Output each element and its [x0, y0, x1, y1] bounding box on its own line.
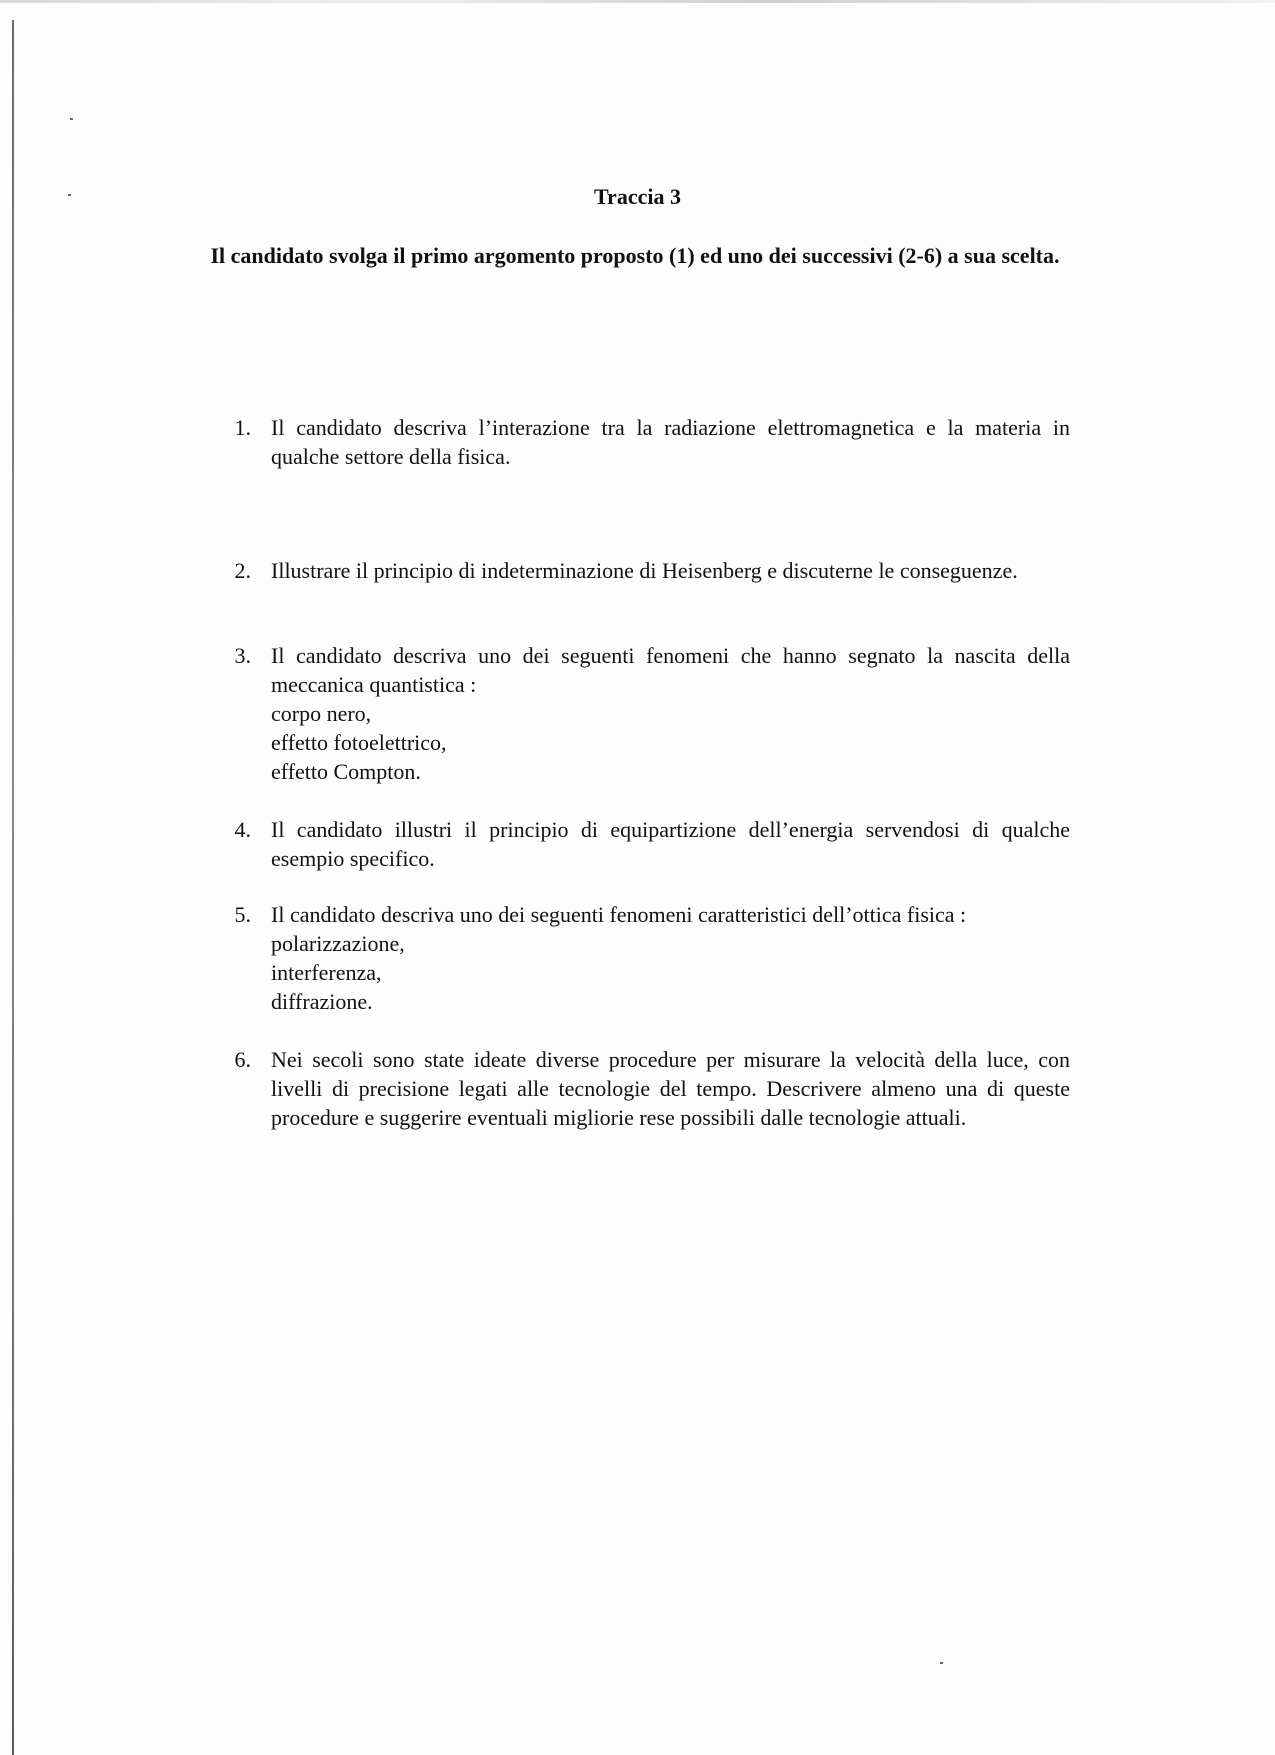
item-subitem: interferenza, [271, 960, 382, 985]
list-item-2 [225, 556, 1070, 585]
instructions: Il candidato svolga il primo argomento proposto (1) ed uno dei successivi (2-6) a sua scelta. [210, 243, 1060, 268]
item-subitem: effetto Compton. [271, 759, 421, 784]
item-text: Il candidato descriva l’interazione tra la radiazione elettromagnetica e la materia in qualche settore della fisica. [271, 415, 1070, 469]
page-title: Traccia 3 [594, 184, 681, 209]
item-subitem: polarizzazione, [271, 931, 405, 956]
item-text: Il candidato illustri il principio di equipartizione dell’energia servendosi di qualche esempio specifico. [271, 817, 1070, 871]
list-item-5 [225, 900, 1070, 1016]
item-number: 1. [234, 415, 251, 440]
item-subitem: effetto fotoelettrico, [271, 730, 447, 755]
item-text: Illustrare il principio di indeterminazione di Heisenberg e discuterne le conseguenze. [271, 558, 1018, 583]
list-item-1 [225, 413, 1070, 471]
scan-edge-top [0, 0, 1275, 3]
list-item-4 [225, 815, 1070, 873]
item-number: 3. [234, 643, 251, 668]
item-subitem: corpo nero, [271, 701, 372, 726]
list-item-6 [225, 1045, 1070, 1132]
item-number: 5. [234, 902, 251, 927]
scan-speck [70, 118, 73, 120]
item-number: 6. [234, 1047, 251, 1072]
item-text: Nei secoli sono state ideate diverse procedure per misurare la velocità della luce, con livelli di precisione legati alle tecnologie del tempo. Descrivere almeno una di queste procedure e suggerire eventuali migliorie rese possibili dalle tecnologie attuali. [271, 1047, 1070, 1130]
item-number: 2. [234, 558, 251, 583]
list-item-3 [225, 641, 1070, 786]
item-text: Il candidato descriva uno dei seguenti fenomeni caratteristici dell’ottica fisica : [271, 902, 967, 927]
scan-edge-left [12, 20, 14, 1755]
item-subitem: diffrazione. [271, 989, 373, 1014]
item-text: Il candidato descriva uno dei seguenti fenomeni che hanno segnato la nascita della meccanica quantistica : [271, 643, 1070, 697]
item-number: 4. [234, 817, 251, 842]
scan-speck [940, 1662, 943, 1664]
